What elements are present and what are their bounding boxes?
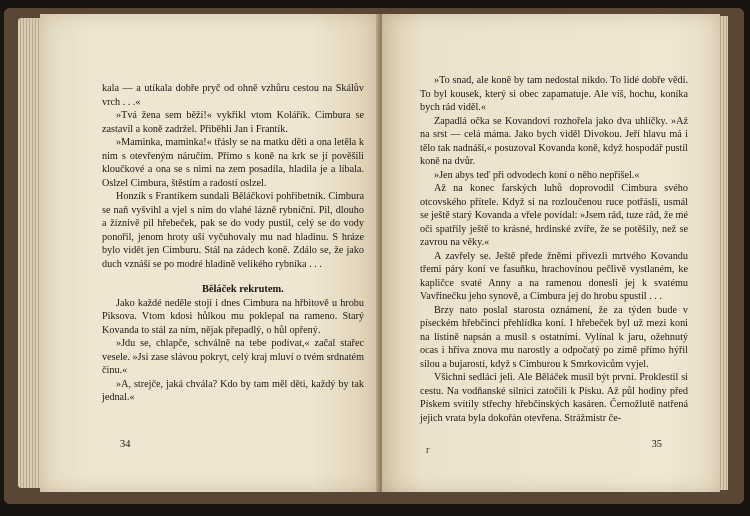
- right-page: [382, 14, 720, 492]
- paragraph: »Jdu se, chlapče, schválně na tebe podívat,« začal stařec vesele. »Jsi zase slávou pokryt, celý kraj mluví o tvém srdnatém činu.«: [102, 338, 364, 376]
- page-edges-left: [18, 18, 42, 488]
- paragraph: Všichni sedláci jeli. Ale Běláček musil být první. Proklestil si cestu. Na vodňanské silnici zatočili k Písku. Až půl hodiny před Pískem svítily střechy hřebčínských kasáren. Černožlutě natřená jejich vrata byla dokořán otevřena. Strážmistr če-: [420, 372, 688, 424]
- page-number: 34: [120, 439, 131, 450]
- signature-mark: r: [426, 445, 430, 456]
- paragraph: »Maminka, maminka!« třásly se na matku děti a ona letěla k nim s otevřeným náručím. Přímo s koně na krk se jí pověšili kloučkové a ona se s nimi na zem posadila, hladila je a líbala. Oslzel Cimbura, štěstím a radostí oslzel.: [102, 137, 364, 189]
- section-heading: Běláček rekrutem.: [202, 284, 284, 295]
- paragraph: Zapadlá očka se Kovandovi rozhořela jako dva uhlíčky. »Až na srst — celá máma. Jako bych viděl Divokou. Jeří hlavu má i tělo tak nadnáší,« posuzoval Kovanda koně, když hospodář pustil koně na dvůr.: [420, 115, 688, 167]
- paragraph: kala — a utíkala dobře pryč od ohně vzhůru cestou na Skálův vrch . . .«: [102, 83, 364, 108]
- section-gap: [102, 271, 364, 283]
- paragraph: A zavřely se. Ještě přede žněmi přivezli mrtvého Kovandu třemi páry koní ve fasuňku, hrachovínou pečlivě vystlaném, ke kapličce svaté Anny a na ramenou donesli jej k svatému Vavřinečku jeho synově, a Cimbura jej do hrobu spustil . . .: [420, 250, 688, 302]
- paragraph: Brzy nato poslal starosta oznámení, že za týden bude v píseckém hřebčinci přehlídka koní. I hřebeček byl už mezi koni na listině napsán a musil s ostatními. Vylínal k jaru, ožehnutý ocas i hříva znova mu narostly a odpočatý po zimě přímo hýřil silou a bujarostí, když s Cimburou k Smrkovicům vyjel.: [420, 304, 688, 370]
- left-page-text: [102, 82, 364, 405]
- paragraph: »A, strejče, jaká chvála? Kdo by tam měl děti, každý by tak jednal.«: [102, 378, 364, 403]
- page-number: 35: [651, 439, 662, 450]
- right-page-text: [420, 74, 688, 425]
- paragraph: Jako každé neděle stojí i dnes Cimbura na hřbitově u hrobu Piksova. Vtom kdosi hůlkou mu poklepal na rameno. Starý Kovanda to stál za ním, nějak přepadlý, o hůl opřený.: [102, 297, 364, 336]
- paragraph: Honzík s Frantíkem sundali Běláčkovi pohřibetník. Cimbura se naň vyšvihl a vjel s ním do vlahé lázně rybníční. Pil, dlouho a žíznivě pil hřebeček, pak se do vody pustil, celý se do vody ponořil, jenom hroty uší vyčuhovaly mu nad hladinu. S hráze bylo vidět jen Cimburu. Stál na zádech koně. Zdálo se, že jako duch vznáší se po modré hladině velikého rybníka . . .: [102, 191, 364, 270]
- left-page: [40, 14, 378, 492]
- paragraph: »Jen abys teď při odvodech koní o něho nepřišel.«: [434, 169, 640, 181]
- paragraph: Až na konec farských luhů doprovodil Cimbura svého otcovského přítele. Když si na rozloučenou ruce potřásli, usmál se ještě starý Kovanda a vřele povídal: »Jsem rád, tuze rád, že mé oči spatřily ještě to krásné, hrdinské zvíře, že se potěšily, než se zavrou na věky.«: [420, 183, 688, 248]
- paragraph: »To snad, ale koně by tam nedostal nikdo. To lidé dobře vědí. To byl kousek, který si obec zapamatuje. Ale víš, hochu, koníka bych rád viděl.«: [420, 75, 688, 113]
- paragraph: »Tvá žena sem běží!« vykřikl vtom Kolářík. Cimbura se zastavil a koně zadržel. Přiběhli Jan i Frantík.: [102, 110, 364, 135]
